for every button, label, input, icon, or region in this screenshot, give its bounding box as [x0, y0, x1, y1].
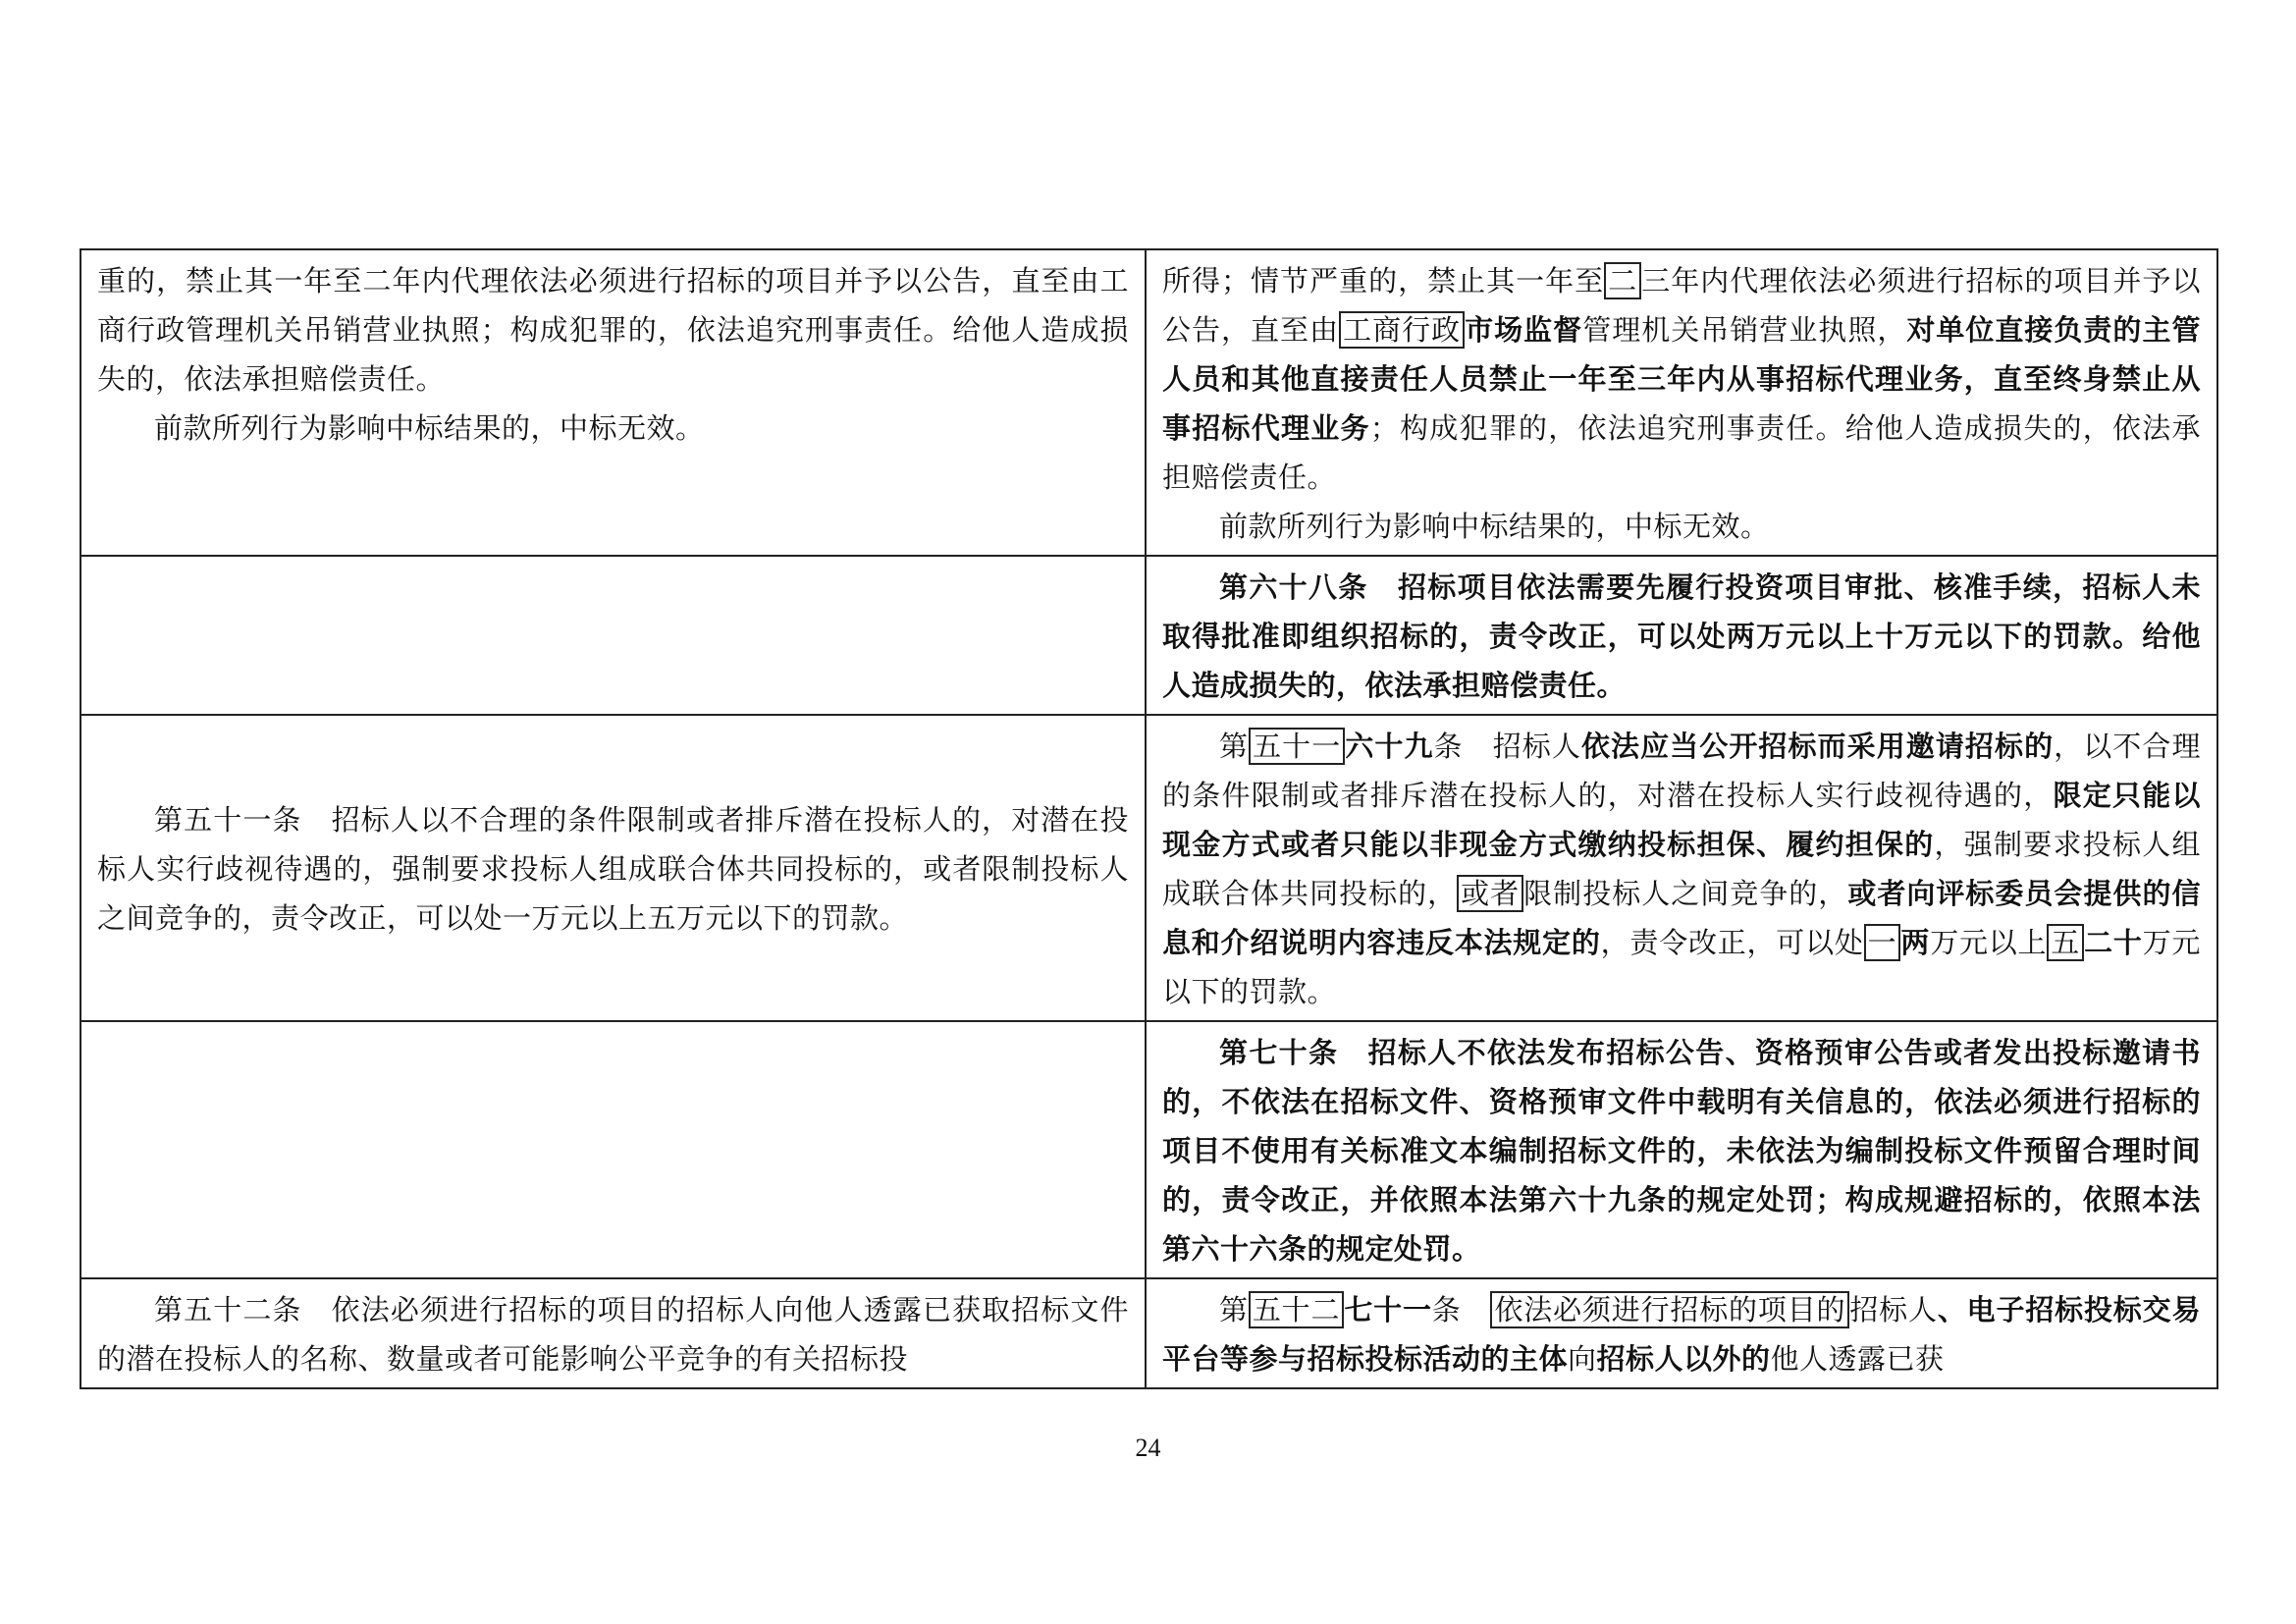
text-segment: 管理机关吊销营业执照，: [1582, 313, 1907, 347]
added-text: 招标人以外的: [1596, 1342, 1771, 1376]
text-segment: 招标人: [1849, 1293, 1938, 1326]
text-segment: 万元以下的罚款。: [1162, 926, 2201, 1008]
added-text: 第七十条 招标人不依法发布招标公告、资格预审公告或者发出投标邀请书的，不依法在招标文件、资格预审文件中载明有关信息的，依法必须进行招标的项目不使用有关标准文本编制招标文件的，未依法为编制投标文件预留合理时间的，责令改正，并依照本法第六十九条的规定处罚；构成规避招标的，依照本法第六十六条的规定处罚。: [1162, 1036, 2201, 1266]
table-row: [80, 1021, 2217, 1278]
revised-text-cell: [1146, 249, 2217, 556]
deleted-text: 依法必须进行招标的项目的: [1490, 1291, 1849, 1328]
added-text: 七十一: [1344, 1293, 1432, 1326]
paragraph: [1162, 1285, 2201, 1383]
paragraph: [1162, 256, 2201, 502]
text-segment: 向: [1568, 1342, 1597, 1376]
text-segment: 第: [1219, 730, 1250, 763]
text-segment: 第五十二条 依法必须进行招标的项目的招标人向他人透露已获取招标文件的潜在投标人的名称、数量或者可能影响公平竞争的有关招标投: [97, 1293, 1129, 1376]
text-segment: 三: [1641, 264, 1672, 298]
text-segment: 重的，禁止其一年至二年内代理依法必须进行招标的项目并予以公告，直至由工商行政管理机关吊销营业执照；构成犯罪的，依法追究刑事责任。给他人造成损失的，依法承担赔偿责任。: [97, 264, 1129, 396]
table-row: [80, 556, 2217, 715]
text-segment: 第五十一条 招标人以不合理的条件限制或者排斥潜在投标人的，对潜在投标人实行歧视待遇的，强制要求投标人组成联合体共同投标的，或者限制投标人之间竞争的，责令改正，可以处一万元以上五万元以下的罚款。: [97, 803, 1129, 935]
text-segment: 年内代理依法必须进行招标的项目并予以公告，直至由: [1162, 264, 2201, 347]
original-text-cell: [80, 715, 1146, 1021]
paragraph: [1162, 502, 2201, 551]
table-row: [80, 1278, 2217, 1388]
paragraph: [1162, 722, 2201, 1016]
revised-text-cell: [1146, 1021, 2217, 1278]
revised-text-cell: [1146, 1278, 2217, 1388]
added-text: 两: [1900, 926, 1931, 959]
deleted-text: 或者: [1457, 875, 1523, 912]
table-row: [80, 249, 2217, 556]
deleted-text: 一: [1864, 924, 1901, 961]
original-text-cell: [80, 249, 1146, 556]
deleted-text: 二: [1604, 262, 1641, 299]
original-text-cell: [80, 556, 1146, 715]
page-number: 24: [1135, 1434, 1161, 1462]
added-text: 市场监督: [1465, 313, 1583, 347]
original-text-cell: [80, 1278, 1146, 1388]
deleted-text: 五十一: [1249, 728, 1345, 765]
added-text: 第六十八条 招标项目依法需要先履行投资项目审批、核准手续，招标人未取得批准即组织招标的，责令改正，可以处两万元以上十万元以下的罚款。给他人造成损失的，依法承担赔偿责任。: [1162, 570, 2201, 702]
added-text: 限定只能以现金方式或者只能以非现金方式缴纳投标担保、履约担保的: [1162, 779, 2201, 861]
text-segment: 条 招标人: [1433, 730, 1581, 763]
text-segment: ，责令改正，可以处: [1600, 926, 1864, 959]
added-text: 六十九: [1345, 730, 1434, 763]
paragraph: [97, 795, 1129, 943]
paragraph: [1162, 563, 2201, 710]
deleted-text: 五十二: [1249, 1291, 1344, 1328]
text-segment: 万元以上: [1930, 926, 2048, 959]
added-text: 依法应当公开招标而采用邀请招标的: [1580, 730, 2055, 763]
text-segment: ，以不合理的条件限制或者排斥潜在投标人的，对潜在投标人实行歧视待遇的，: [1162, 730, 2201, 812]
paragraph: [1162, 1028, 2201, 1273]
text-segment: ，强制要求投标人组成联合体共同投标的，: [1162, 828, 2201, 910]
text-segment: 前款所列行为影响中标结果的，中标无效。: [1219, 510, 1770, 543]
comparison-table: [80, 248, 2218, 1389]
text-segment: 前款所列行为影响中标结果的，中标无效。: [154, 411, 705, 445]
text-segment: 限制投标人之间竞争的，: [1523, 877, 1848, 910]
text-segment: 他人透露已获: [1770, 1342, 1945, 1376]
paragraph: [97, 256, 1129, 404]
revised-text-cell: [1146, 556, 2217, 715]
original-text-cell: [80, 1021, 1146, 1278]
added-text: 二十: [2084, 926, 2143, 959]
deleted-text: 五: [2047, 924, 2084, 961]
text-segment: 条: [1431, 1293, 1491, 1326]
text-segment: 所得；情节严重的，禁止其一年至: [1162, 264, 1605, 298]
text-segment: 第: [1219, 1293, 1249, 1326]
table-row: [80, 715, 2217, 1021]
added-text: 或者向评标委员会提供的信息和介绍说明内容违反本法规定的: [1162, 877, 2201, 959]
text-segment: ；构成犯罪的，依法追究刑事责任。给他人造成损失的，依法承担赔偿责任。: [1162, 411, 2201, 494]
paragraph: [97, 1285, 1129, 1383]
added-text: 对单位直接负责的主管人员和其他直接责任人员禁止一年至三年内从事招标代理业务，直至终身禁止从事招标代理业务: [1162, 313, 2201, 445]
revised-text-cell: [1146, 715, 2217, 1021]
paragraph: [97, 404, 1129, 453]
deleted-text: 工商行政: [1339, 311, 1465, 349]
added-text: 、电子招标投标交易平台等参与招标投标活动的主体: [1162, 1293, 2201, 1376]
